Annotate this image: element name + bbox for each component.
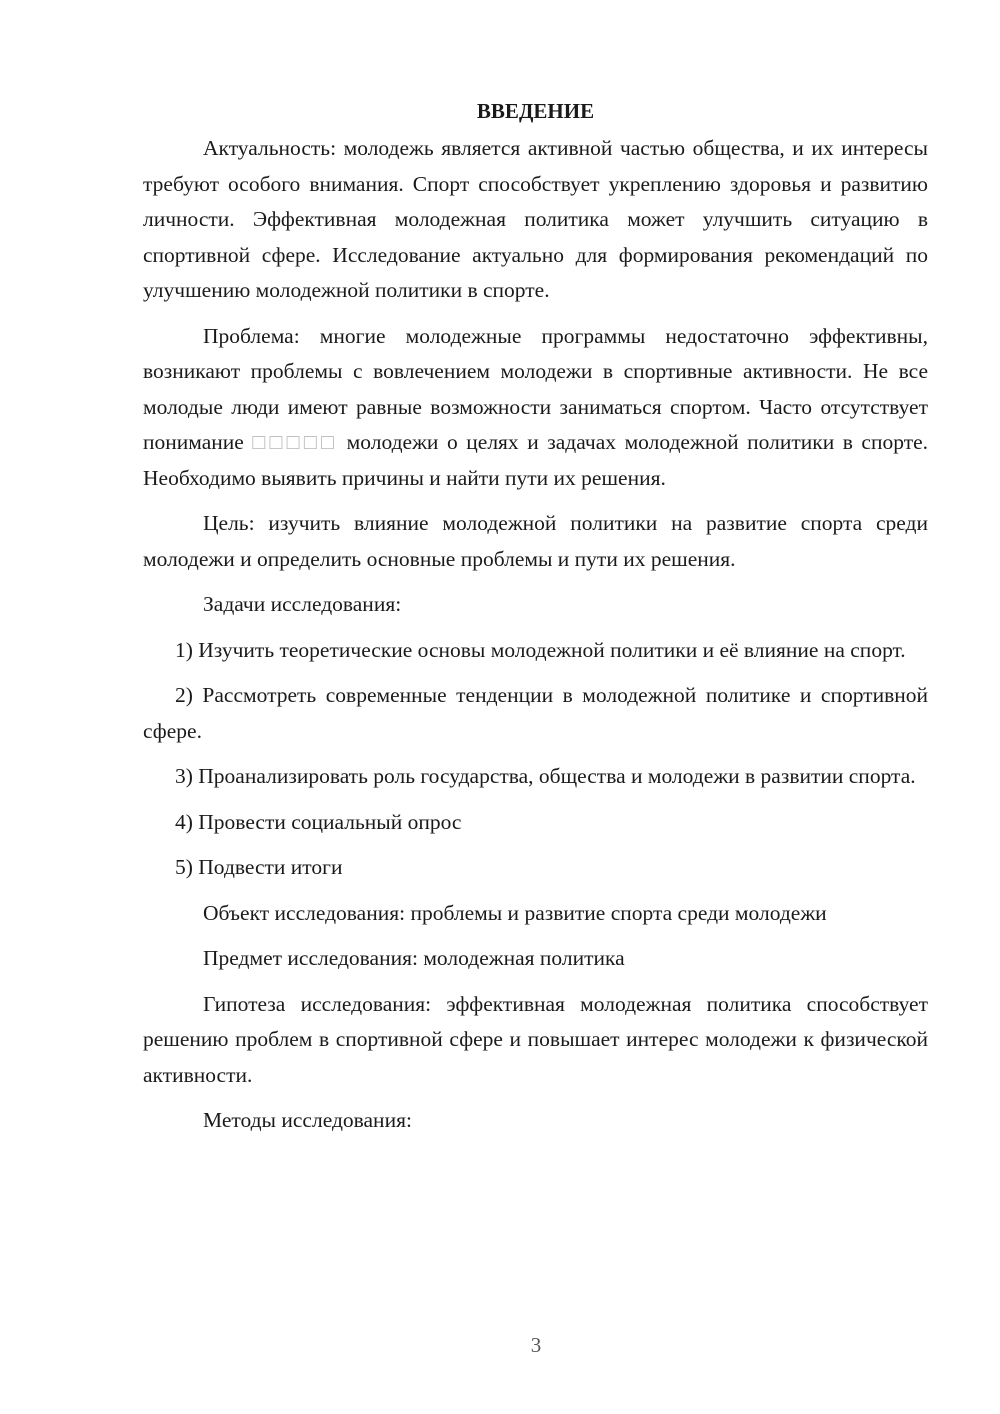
page-number: 3 [530,1333,542,1357]
paragraph-subject: Предмет исследования: молодежная политика [203,946,625,970]
paragraph-object: Объект исследования: проблемы и развитие спорта среди молодежи [203,900,827,925]
section-heading: ВВЕДЕНИЕ [476,99,595,123]
paragraph-methods: Методы исследования: [203,1108,412,1132]
paragraph-relevance: Актуальность: молодежь является активной частью общества, и их интересы требуют особого внимания. Спорт способствует укреплению здоровья и развитию личности. Эффективная молодежная политика может улучшить ситуацию в спортивной сфере. Исследование актуально для формирования рекомендаций по улучшению молодежной политики в спорте. [143,136,928,302]
missing-glyph-boxes: □□□□□ [252,430,339,454]
task-item-1: 1) Изучить теоретические основы молодежной политики и её влияние на спорт. [175,637,906,662]
task-item-3: 3) Проанализировать роль государства, общества и молодежи в развитии спорта. [175,764,916,788]
task-item-2: 2) Рассмотреть современные тенденции в молодежной политике и спортивной сфере. [143,683,928,743]
task-item-5: 5) Подвести итоги [175,855,343,879]
paragraph-problem [143,319,928,497]
task-item-4: 4) Провести социальный опрос [175,809,462,834]
tasks-heading: Задачи исследования: [203,592,402,616]
paragraph-hypothesis: Гипотеза исследования: эффективная молодежная политика способствует решению проблем в спортивной сфере и повышает интерес молодежи к физической активности. [143,991,928,1087]
paragraph-goal: Цель: изучить влияние молодежной политики на развитие спорта среди молодежи и определить основные проблемы и пути их решения. [143,511,928,571]
page-content [143,91,928,1149]
problem-text-end: молодежи о целях и задачах молодежной политики в спорте. Необходимо выявить причины и найти пути их решения. [143,430,929,490]
problem-text-start: Проблема: многие молодежные программы недостаточно эффективны, возникают проблемы с вовлечением молодежи в спортивные активности. Не все молодые люди имеют равные возможности заниматься спортом. Часто отсутствует понимание [143,323,928,454]
